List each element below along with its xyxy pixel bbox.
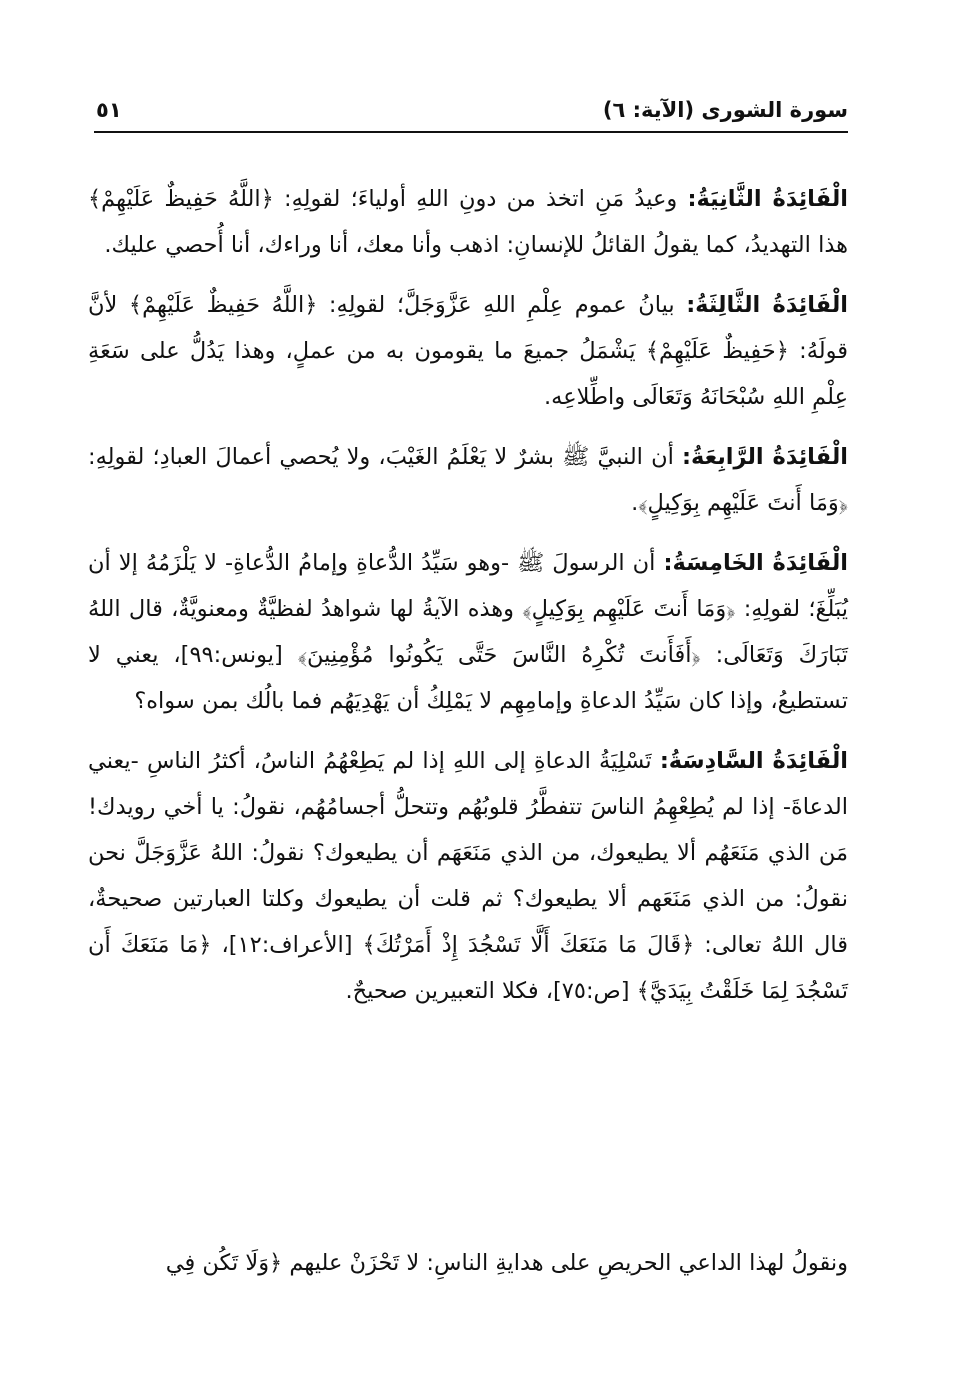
surah-title: سورة الشورى (الآية: ٦) — [602, 98, 848, 122]
benefit-label: الْفَائِدَةُ الرَّابِعَةُ: — [681, 444, 848, 470]
benefit-text: تَسْلِيَةُ الدعاةِ إلى اللهِ إذا لم يَطِعْهُمُ الناسُ، أكثرُ الناسِ -يعني الدعاةَ- إذا لم يُطِعْهِمُ الناسَ تتفطَّرُ قلوبُهُم وتتحلُّ أجسامُهُم، نقولُ: يا أخي رويدك! مَن الذي مَنَعَهُم ألا يطيعوك، من الذي مَنَعَهَم أن يطيعوك؟ نقولُ: اللهُ عَزَّوَجَلَّ نحن نقولُ: من الذي مَنَعَهم ألا يطيعوك؟ ثم قلت أن يطيعوك وكلتا العبارتين صحيحةٌ، قال اللهُ تعالى: ﴿قَالَ مَا مَنَعَكَ أَلَّا تَسْجُدَ إِذْ أَمَرْتُكَ﴾ [الأعراف:١٢]، ﴿مَا مَنَعَكَ أَن تَسْجُدَ لِمَا خَلَقْتُ بِيَدَيَّ﴾ [ص:٧٥]، فكلا التعبيرين صحيحٌ. — [88, 748, 848, 1004]
paragraph-benefit-4 — [88, 434, 848, 526]
benefit-text: أن الرسولَ ﷺ -وهو سَيِّدُ الدُّعاةِ وإمامُ الدُّعاةِ- لا يَلْزَمُهُ إلا أن يُبَلِّغَ؛ لقولِهِ: ﴿وَمَا أَنتَ عَلَيْهِم بِوَكِيلٍ﴾ وهذه الآيةُ لها شواهدُ لفظيَّةٌ ومعنويَّةٌ، قال اللهُ تَبَارَكَ وَتَعَالَى: ﴿أَفَأَنتَ تُكْرِهُ النَّاسَ حَتَّى يَكُونُوا مُؤْمِنِينَ﴾ [يونس:٩٩]، يعني لا تستطيعُ، وإذا كان سَيِّدُ الدعاةِ وإمامِهِم لا يَمْلِكُ أن يَهْدِيَهُم فما بالُك بمن سواه؟ — [88, 550, 848, 714]
page-header — [96, 96, 848, 132]
header-rule — [94, 131, 848, 133]
paragraph-benefit-3 — [88, 282, 848, 420]
paragraph-benefit-2 — [88, 176, 848, 268]
benefit-text: وعيدُ مَنِ اتخذ من دونِ اللهِ أولياءَ؛ لقولِهِ: ﴿اللَّهُ حَفِيظٌ عَلَيْهِمْ﴾ هذا التهديدُ، كما يقولُ القائلُ للإنسانِ: اذهب وأنا معك، أنا وراءك، أنا أُحصي عليك. — [88, 186, 848, 258]
benefit-label: الْفَائِدَةُ السَّادِسَةُ: — [659, 748, 849, 774]
benefit-label: الْفَائِدَةُ الثَّانِيَةُ: — [687, 186, 848, 212]
benefit-label: الْفَائِدَةُ الخَامِسَةُ: — [663, 550, 848, 576]
paragraph-benefit-5 — [88, 540, 848, 724]
benefit-text: بيانُ عموم عِلْمِ اللهِ عَزَّوَجَلَّ؛ لقولِهِ: ﴿اللَّهُ حَفِيظٌ عَلَيْهِمْ﴾ لأنَّ قولَهُ: ﴿حَفِيظٌ عَلَيْهِمْ﴾ يَشْمَلُ جميعَ ما يقومون به من عملٍ، وهذا يَدُلُّ على سَعَةِ عِلْمِ اللهِ سُبْحَانَهُ وَتَعَالَى واطِّلاعِه. — [88, 292, 848, 410]
paragraph-benefit-6 — [88, 738, 848, 1014]
page-body — [88, 176, 848, 1028]
closing-line: ونقولُ لهذا الداعي الحريصِ على هدايةِ الناسِ: لا تَحْزَنْ عليهم ﴿وَلَا تَكُن فِي — [165, 1250, 848, 1276]
benefit-label: الْفَائِدَةُ الثَّالِثَةُ: — [686, 292, 849, 318]
page-number: ٥١ — [96, 98, 122, 122]
benefit-text: أن النبيَّ ﷺ بشرٌ لا يَعْلَمُ الغَيْبَ، ولا يُحصي أعمالَ العبادِ؛ لقولِهِ: ﴿وَمَا أَنتَ عَلَيْهِم بِوَكِيلٍ﴾. — [88, 444, 848, 516]
